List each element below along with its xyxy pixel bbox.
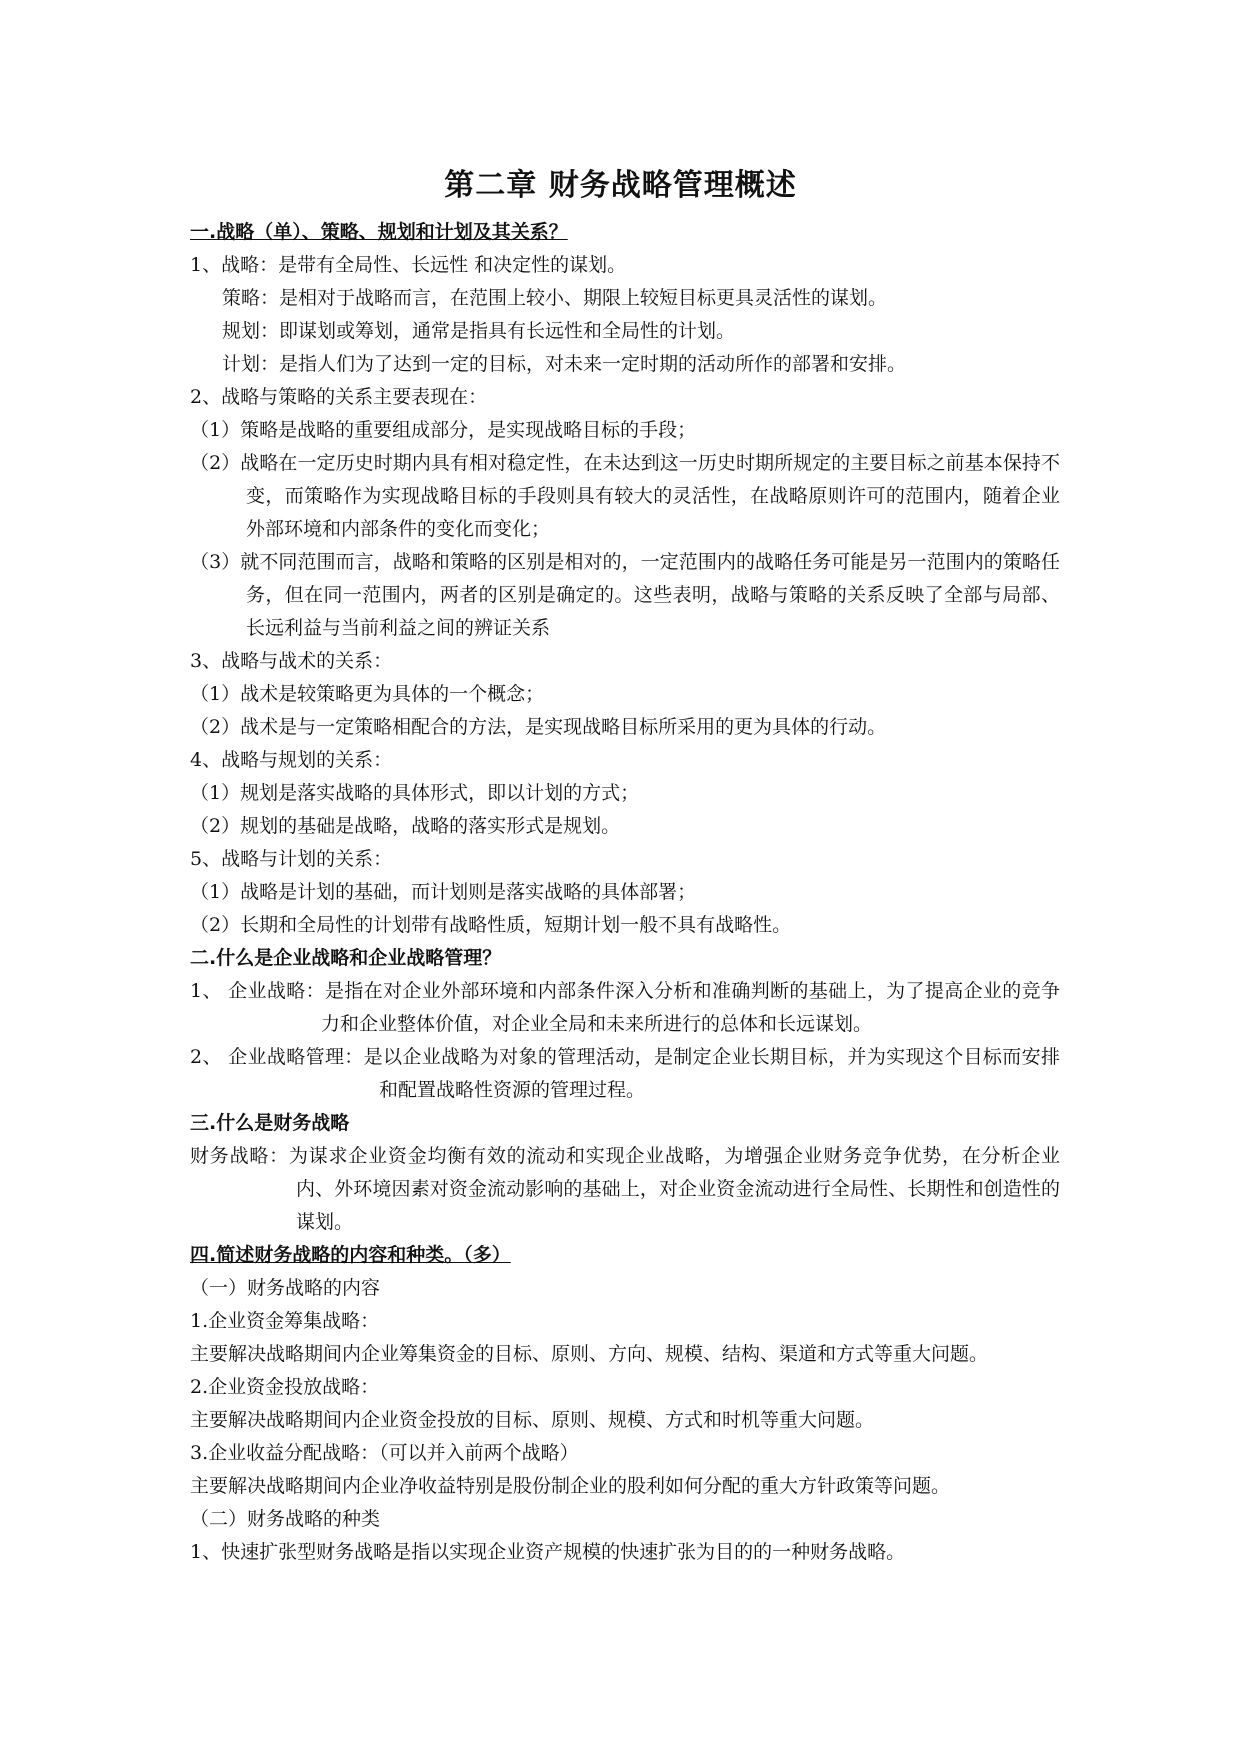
paragraph: （1）规划是落实战略的具体形式，即以计划的方式； bbox=[190, 782, 640, 804]
paragraph: 策略：是相对于战略而言，在范围上较小、期限上较短目标更具灵活性的谋划。 bbox=[222, 287, 888, 309]
paragraph: 计划：是指人们为了达到一定的目标，对未来一定时期的活动所作的部署和安排。 bbox=[222, 353, 907, 375]
paragraph: 主要解决战略期间内企业净收益特别是股份制企业的股利如何分配的重大方针政策等问题。 bbox=[190, 1475, 951, 1497]
paragraph: 1、战略：是带有全局性、长远性 和决定性的谋划。 bbox=[190, 254, 627, 276]
paragraph: 1、 企业战略：是指在对企业外部环境和内部条件深入分析和准确判断的基础上，为了提高企业的竞争力和企业整体价值，对企业全局和未来所进行的总体和长远谋划。 bbox=[190, 980, 1060, 1035]
paragraph: （1）策略是战略的重要组成部分，是实现战略目标的手段； bbox=[190, 419, 697, 441]
paragraph: （2）规划的基础是战略，战略的落实形式是规划。 bbox=[190, 815, 621, 837]
paragraph: 1.企业资金筹集战略： bbox=[190, 1310, 380, 1332]
paragraph: （3）就不同范围而言，战略和策略的区别是相对的，一定范围内的战略任务可能是另一范围内的策略任务，但在同一范围内，两者的区别是确定的。这些表明，战略与策略的关系反映了全部与局部、长远利益与当前利益之间的辨证关系 bbox=[190, 551, 1060, 639]
chapter-title: 第二章 财务战略管理概述 bbox=[444, 168, 797, 203]
paragraph: 3.企业收益分配战略：（可以并入前两个战略） bbox=[190, 1442, 579, 1464]
section-heading-1 bbox=[190, 216, 1060, 249]
paragraph: 5、战略与计划的关系： bbox=[190, 848, 393, 870]
paragraph: 2.企业资金投放战略： bbox=[190, 1376, 380, 1398]
paragraph: （2）战略在一定历史时期内具有相对稳定性，在未达到这一历史时期所规定的主要目标之前基本保持不变，而策略作为实现战略目标的手段则具有较大的灵活性，在战略原则许可的范围内，随着企业外部环境和内部条件的变化而变化； bbox=[190, 452, 1060, 540]
section-heading-4 bbox=[190, 1239, 1060, 1272]
paragraph: 1、快速扩张型财务战略是指以实现企业资产规模的快速扩张为目的的一种财务战略。 bbox=[190, 1541, 906, 1563]
paragraph: （1）战术是较策略更为具体的一个概念； bbox=[190, 683, 545, 705]
paragraph: 规划：即谋划或筹划，通常是指具有长远性和全局性的计划。 bbox=[222, 320, 736, 342]
paragraph: 2、战略与策略的关系主要表现在： bbox=[190, 386, 488, 408]
section-heading-2: 二.什么是企业战略和企业战略管理？ bbox=[190, 947, 502, 969]
paragraph: （2）长期和全局性的计划带有战略性质，短期计划一般不具有战略性。 bbox=[190, 914, 792, 936]
paragraph: 财务战略：为谋求企业资金均衡有效的流动和实现企业战略，为增强企业财务竞争优势，在分析企业内、外环境因素对资金流动影响的基础上，对企业资金流动进行全局性、长期性和创造性的谋划。 bbox=[190, 1145, 1060, 1233]
paragraph: 3、战略与战术的关系： bbox=[190, 650, 393, 672]
heading-text: 一.战略（单）、策略、规划和计划及其关系？ bbox=[190, 221, 568, 243]
document-body bbox=[190, 216, 1060, 1569]
paragraph: （2）战术是与一定策略相配合的方法，是实现战略目标所采用的更为具体的行动。 bbox=[190, 716, 887, 738]
paragraph: （1）战略是计划的基础，而计划则是落实战略的具体部署； bbox=[190, 881, 697, 903]
section-heading-3: 三.什么是财务战略 bbox=[190, 1112, 350, 1134]
paragraph: （一）财务战略的内容 bbox=[190, 1277, 381, 1299]
heading-text: 四.简述财务战略的内容和种类。（多） bbox=[190, 1244, 511, 1266]
paragraph: （二）财务战略的种类 bbox=[190, 1508, 381, 1530]
paragraph: 主要解决战略期间内企业资金投放的目标、原则、规模、方式和时机等重大问题。 bbox=[190, 1409, 875, 1431]
paragraph: 2、 企业战略管理：是以企业战略为对象的管理活动，是制定企业长期目标，并为实现这个目标而安排和配置战略性资源的管理过程。 bbox=[190, 1046, 1060, 1101]
paragraph: 4、战略与规划的关系： bbox=[190, 749, 393, 771]
paragraph: 主要解决战略期间内企业筹集资金的目标、原则、方向、规模、结构、渠道和方式等重大问题。 bbox=[190, 1343, 989, 1365]
